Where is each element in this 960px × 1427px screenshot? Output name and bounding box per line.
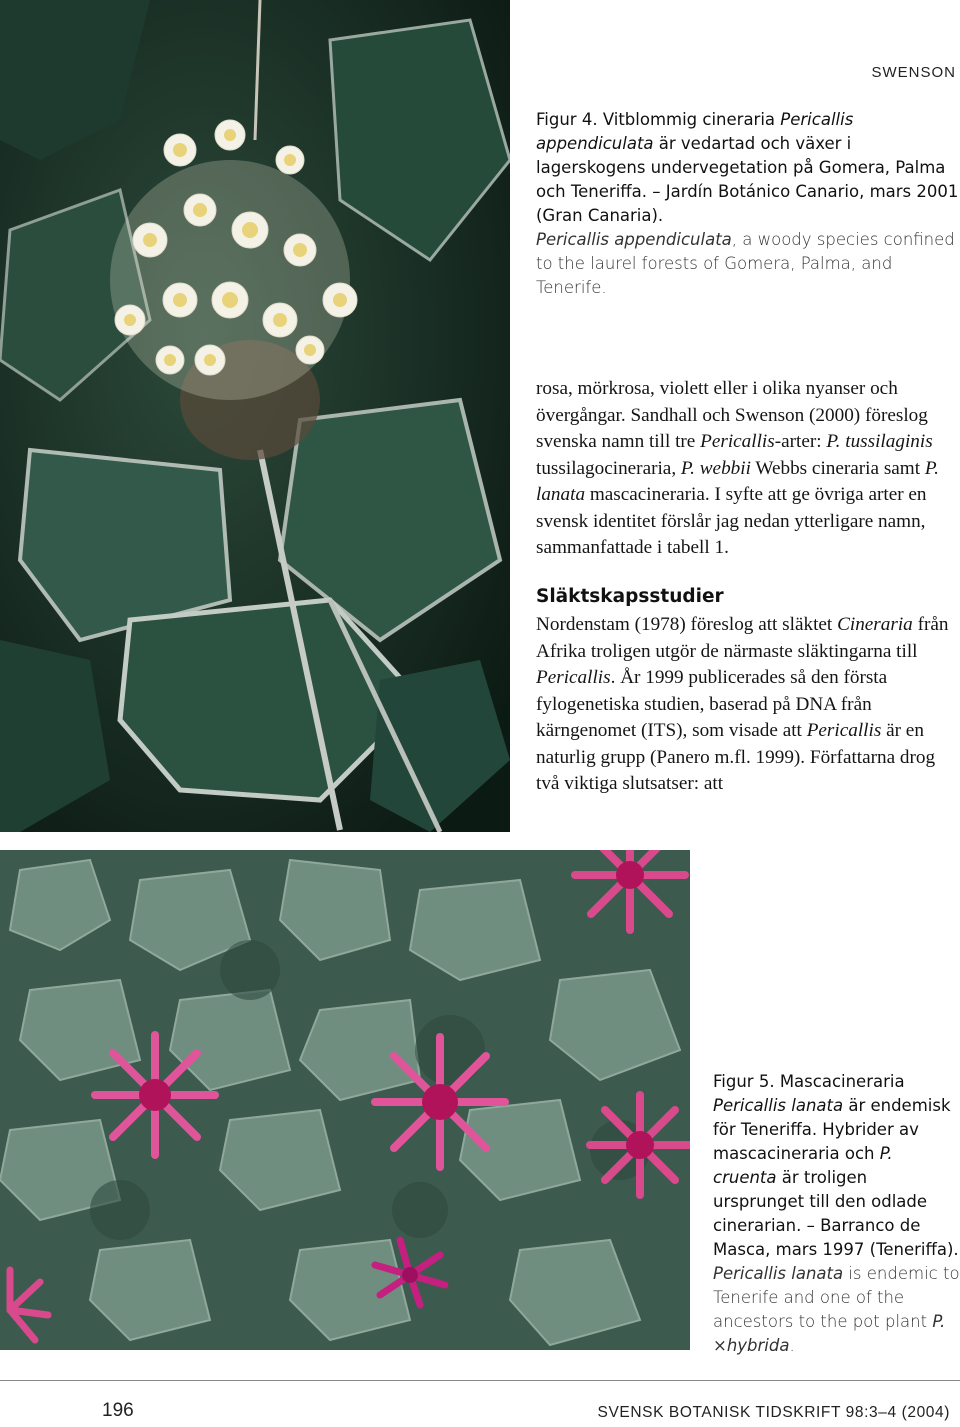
figure-4-species: Pericallis appendiculata	[536, 110, 854, 153]
section-heading: Släktskapsstudier	[536, 586, 724, 607]
journal-name: SVENSK BOTANISK TIDSKRIFT 98:3–4 (2004)	[597, 1404, 950, 1421]
page-number: 196	[102, 1400, 134, 1421]
body-paragraph-1: rosa, mörkrosa, violett eller i olika nyanser och övergångar. Sandhall och Swenson (2000) föreslog svenska namn till tre Pericallis-arter: P. tussilaginis tussilagocineraria, P. webbii Webbs cineraria samt P. lanata mascacineraria. I syfte att ge övriga arter en svensk identitet förslår jag nedan ytterligare namn, sammanfattade i tabell 1.	[536, 378, 939, 558]
figure-5-caption: Figur 5. Mascacineraria Pericallis lanata är endemisk för Teneriffa. Hybrider av mascacineraria och P. cruenta är troligen ursprunget till den odlade cinerarian. – Barranco de Masca, mars 1997 (Teneriffa). Pericallis lanata is endemic to Tenerife and one of the ancestors to the pot plant P. ×hybrida.	[713, 1072, 960, 1355]
figure-4-caption-english: Pericallis appendiculata, a woody species confined to the laurel forests of Gomera, Palma, and Tenerife.	[536, 230, 955, 297]
figure-5-photo	[0, 850, 690, 1350]
figure-4-caption-text: är vedartad och växer i lagerskogens undervegetation på Gomera, Palma och Teneriffa. – Jardín Botánico Canario, mars 2001 (Gran Canaria).	[536, 134, 959, 225]
figure-4-photo	[0, 0, 510, 832]
body-paragraph-2: Nordenstam (1978) föreslog att släktet Cineraria från Afrika troligen utgör de närmaste släktingarna till Pericallis. År 1999 publicerades så den första fylogenetiska studien, baserad på DNA från kärngenomet (ITS), som visade att Pericallis är en naturlig grupp (Panero m.fl. 1999). Författarna drog två viktiga slutsatser: att	[536, 614, 949, 794]
running-head: SWENSON	[871, 64, 956, 81]
footer-rule	[0, 1380, 960, 1381]
figure-5-caption-english: Pericallis lanata is endemic to Tenerife and one of the ancestors to the pot plant P. ×hybrida.	[713, 1264, 960, 1355]
figure-4-caption	[536, 108, 960, 300]
figure-4-caption-text: Figur 4. Vitblommig cineraria	[536, 110, 781, 129]
